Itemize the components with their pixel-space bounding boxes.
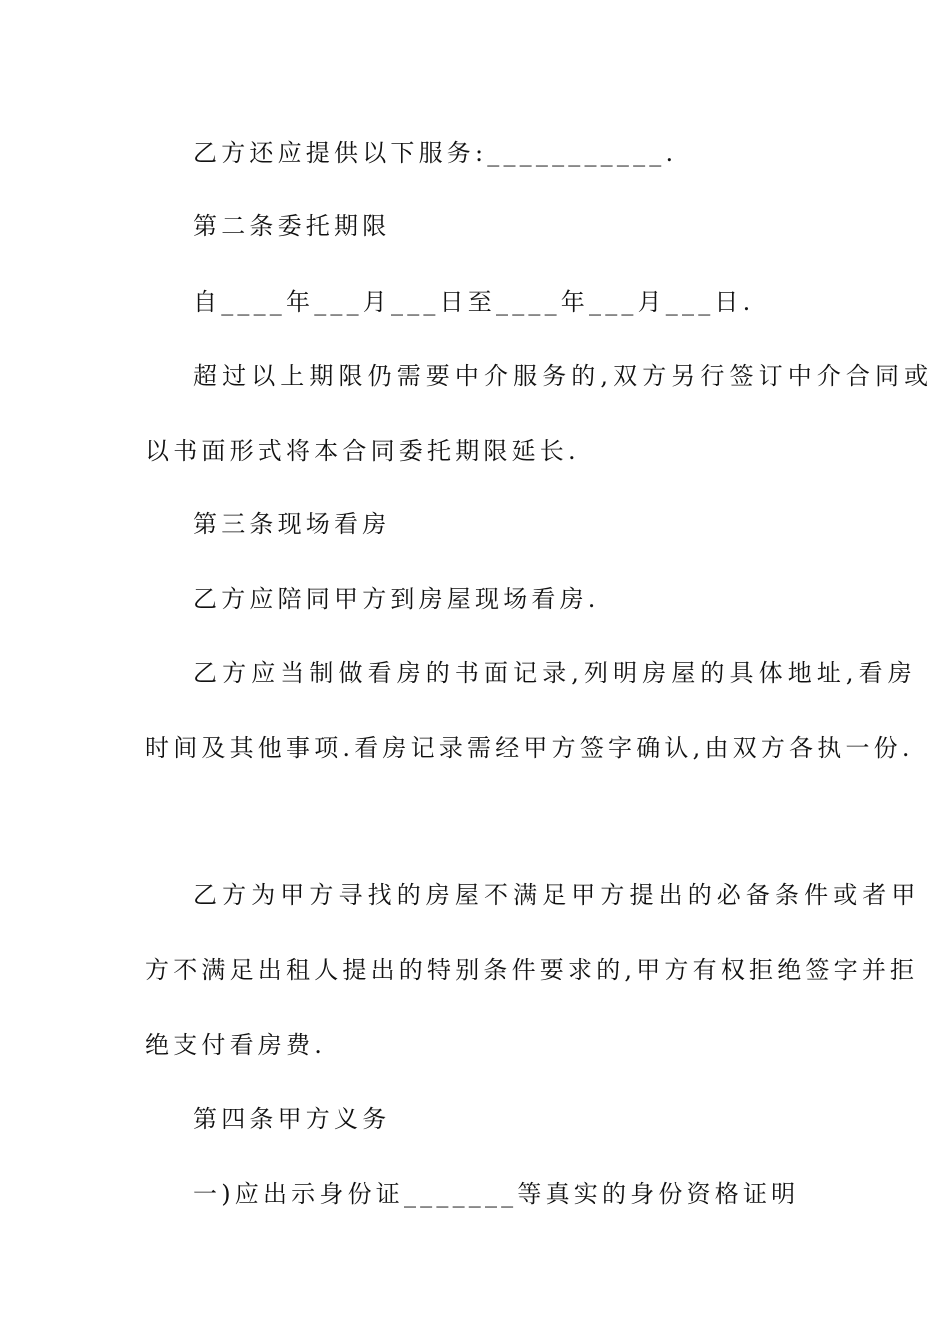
article-2-heading: 第二条委托期限 — [193, 212, 391, 240]
term-extension-line-1: 超过以上期限仍需要中介服务的,双方另行签订中介合同或 — [193, 362, 934, 390]
viewing-record-line-1: 乙方应当制做看房的书面记录,列明房屋的具体地址,看房 — [193, 659, 917, 687]
service-clause-line: 乙方还应提供以下服务:___________. — [193, 139, 678, 167]
refusal-clause-line-3: 绝支付看房费. — [145, 1031, 327, 1059]
term-date-line: 自____年___月___日至____年___月___日. — [193, 288, 755, 316]
refusal-clause-line-1: 乙方为甲方寻找的房屋不满足甲方提出的必备条件或者甲 — [193, 881, 921, 909]
article-3-heading: 第三条现场看房 — [193, 510, 391, 538]
obligation-1-line: 一)应出示身份证_______等真实的身份资格证明 — [193, 1180, 800, 1208]
viewing-accompany-line: 乙方应陪同甲方到房屋现场看房. — [193, 585, 600, 613]
article-4-heading: 第四条甲方义务 — [193, 1105, 391, 1133]
term-extension-line-2: 以书面形式将本合同委托期限延长. — [145, 437, 580, 465]
refusal-clause-line-2: 方不满足出租人提出的特别条件要求的,甲方有权拒绝签字并拒 — [145, 956, 919, 984]
viewing-record-line-2: 时间及其他事项.看房记录需经甲方签字确认,由双方各执一份. — [145, 734, 914, 762]
